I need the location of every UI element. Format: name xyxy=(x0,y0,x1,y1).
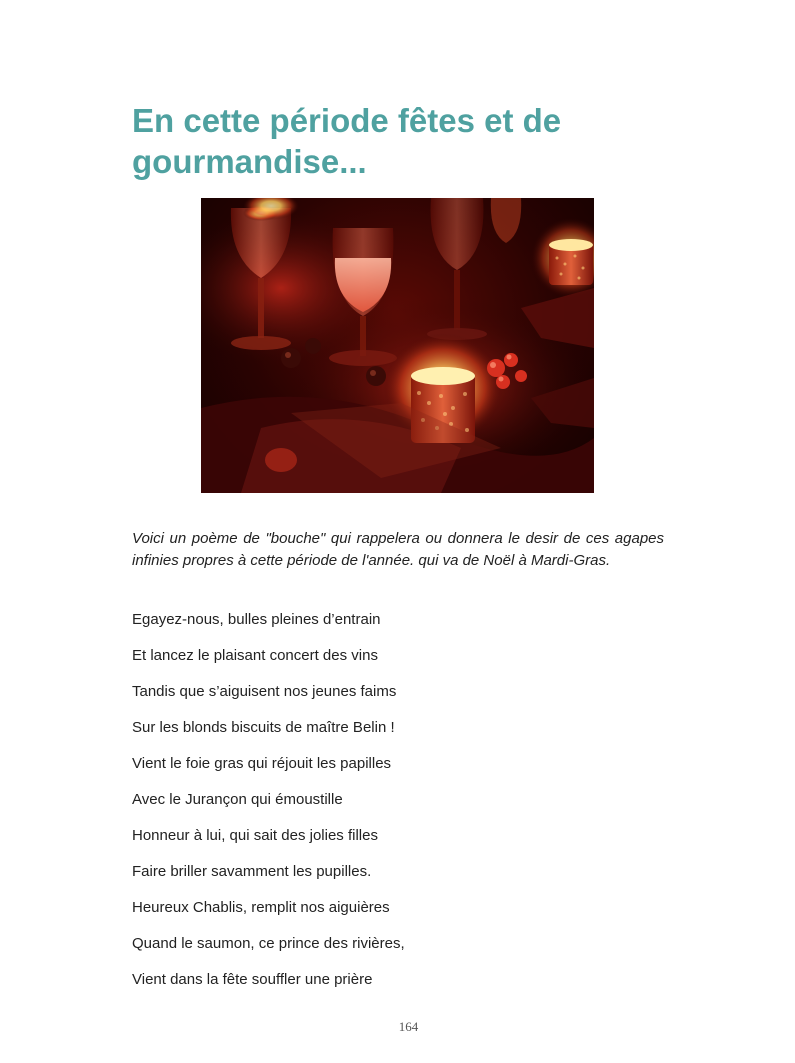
poem-verse: Vient dans la fête souffler une prière xyxy=(132,971,373,988)
candlelit-table-photo xyxy=(201,198,594,493)
poem-verse: Heureux Chablis, remplit nos aiguières xyxy=(132,899,390,916)
intro-paragraph: Voici un poème de "bouche" qui rappelera ou donnera le desir de ces agapes infinies propres à cette période de l'année. qui va de Noël à Mardi-Gras. xyxy=(132,530,664,569)
poem-verse: Avec le Jurançon qui émoustille xyxy=(132,791,343,808)
poem-verse: Tandis que s’aiguisent nos jeunes faims xyxy=(132,683,397,700)
poem-verse: Quand le saumon, ce prince des rivières, xyxy=(132,935,405,952)
poem-verse: Sur les blonds biscuits de maître Belin ! xyxy=(132,719,395,736)
poem-verse: Et lancez le plaisant concert des vins xyxy=(132,647,378,664)
poem-verses xyxy=(132,610,672,1006)
poem-verse: Egayez-nous, bulles pleines d’entrain xyxy=(132,611,381,628)
page-number: 164 xyxy=(398,1019,419,1034)
poem-verse: Vient le foie gras qui réjouit les papilles xyxy=(132,755,392,772)
poem-verse: Faire briller savamment les pupilles. xyxy=(132,863,372,880)
poem-verse: Honneur à lui, qui sait des jolies filles xyxy=(132,827,378,844)
page-title: En cette période fêtes et de gourmandise... xyxy=(132,102,562,180)
